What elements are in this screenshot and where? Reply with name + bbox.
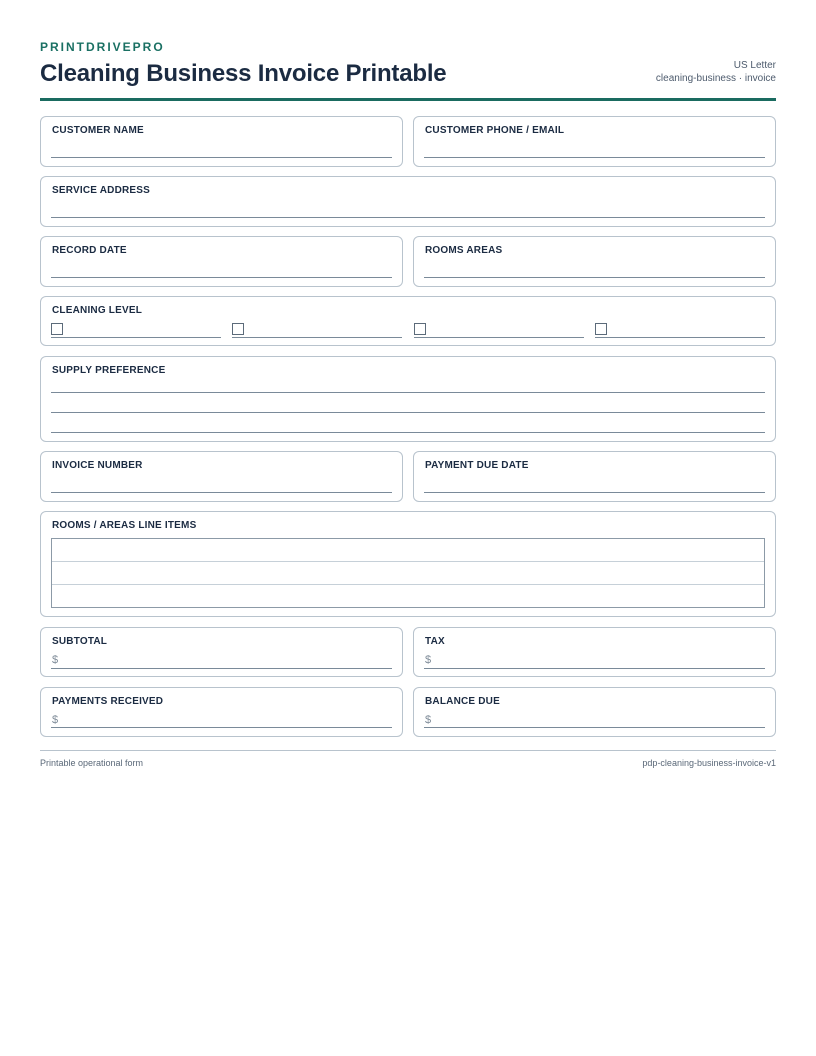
- record-date-label: RECORD DATE: [52, 245, 127, 256]
- cleaning-level-field: [40, 296, 776, 346]
- service-address-label: SERVICE ADDRESS: [52, 185, 151, 196]
- payment-due-date-field[interactable]: [413, 451, 776, 502]
- invoice-number-label: INVOICE NUMBER: [52, 460, 143, 471]
- checkbox[interactable]: [232, 323, 244, 335]
- option-line[interactable]: [51, 337, 221, 338]
- paper-size: US Letter: [733, 60, 776, 71]
- cleaning-level-option-3[interactable]: [414, 323, 584, 339]
- doc-tags: cleaning-business · invoice: [655, 73, 776, 84]
- subtotal-label: SUBTOTAL: [52, 636, 108, 647]
- option-line[interactable]: [595, 337, 765, 338]
- cleaning-level-label: CLEANING LEVEL: [52, 305, 143, 316]
- customer-contact-line[interactable]: [424, 157, 765, 158]
- rooms-areas-label: ROOMS AREAS: [425, 245, 503, 256]
- page-title: Cleaning Business Invoice Printable: [40, 60, 447, 87]
- supply-preference-field[interactable]: [40, 356, 776, 442]
- record-date-line[interactable]: [51, 277, 392, 278]
- tax-field[interactable]: [413, 627, 776, 677]
- table-row[interactable]: [52, 585, 764, 608]
- rooms-areas-field[interactable]: [413, 236, 776, 287]
- cleaning-level-option-1[interactable]: [51, 323, 221, 339]
- subtotal-field[interactable]: [40, 627, 403, 677]
- table-row[interactable]: [52, 562, 764, 585]
- cleaning-level-option-2[interactable]: [232, 323, 402, 339]
- payments-received-label: PAYMENTS RECEIVED: [52, 696, 164, 707]
- checkbox[interactable]: [595, 323, 607, 335]
- brand-name: PRINTDRIVEPRO: [40, 40, 165, 54]
- payments-received-field[interactable]: [40, 687, 403, 737]
- line-items-section: [40, 511, 776, 617]
- balance-due-label: BALANCE DUE: [425, 696, 500, 707]
- customer-contact-field[interactable]: [413, 116, 776, 167]
- footer-description: Printable operational form: [40, 758, 144, 768]
- option-line[interactable]: [414, 337, 584, 338]
- line-items-label: ROOMS / AREAS LINE ITEMS: [52, 520, 197, 531]
- invoice-number-line[interactable]: [51, 492, 392, 493]
- invoice-number-field[interactable]: [40, 451, 403, 502]
- service-address-field[interactable]: [40, 176, 776, 227]
- invoice-page: [40, 40, 776, 101]
- currency-symbol: $: [52, 714, 59, 726]
- supply-preference-line-2[interactable]: [51, 412, 765, 413]
- customer-name-label: CUSTOMER NAME: [52, 125, 144, 136]
- currency-symbol: $: [425, 714, 432, 726]
- payment-due-date-line[interactable]: [424, 492, 765, 493]
- customer-name-field[interactable]: [40, 116, 403, 167]
- checkbox[interactable]: [414, 323, 426, 335]
- subtotal-line[interactable]: [51, 668, 392, 669]
- tax-line[interactable]: [424, 668, 765, 669]
- supply-preference-line-1[interactable]: [51, 392, 765, 393]
- supply-preference-label: SUPPLY PREFERENCE: [52, 365, 166, 376]
- currency-symbol: $: [425, 654, 432, 666]
- customer-contact-label: CUSTOMER PHONE / EMAIL: [425, 125, 565, 136]
- table-row[interactable]: [52, 539, 764, 562]
- page-header: [40, 40, 776, 101]
- payments-received-line[interactable]: [51, 727, 392, 728]
- cleaning-level-option-4[interactable]: [595, 323, 765, 339]
- footer-form-id: pdp-cleaning-business-invoice-v1: [642, 758, 776, 768]
- checkbox[interactable]: [51, 323, 63, 335]
- option-line[interactable]: [232, 337, 402, 338]
- customer-name-line[interactable]: [51, 157, 392, 158]
- currency-symbol: $: [52, 654, 59, 666]
- balance-due-field[interactable]: [413, 687, 776, 737]
- page-footer: [40, 750, 776, 768]
- page-meta: [656, 59, 776, 85]
- supply-preference-line-3[interactable]: [51, 432, 765, 433]
- line-items-table: [51, 538, 765, 608]
- service-address-line[interactable]: [51, 217, 765, 218]
- tax-label: TAX: [425, 636, 445, 647]
- rooms-areas-line[interactable]: [424, 277, 765, 278]
- balance-due-line[interactable]: [424, 727, 765, 728]
- record-date-field[interactable]: [40, 236, 403, 287]
- payment-due-date-label: PAYMENT DUE DATE: [425, 460, 529, 471]
